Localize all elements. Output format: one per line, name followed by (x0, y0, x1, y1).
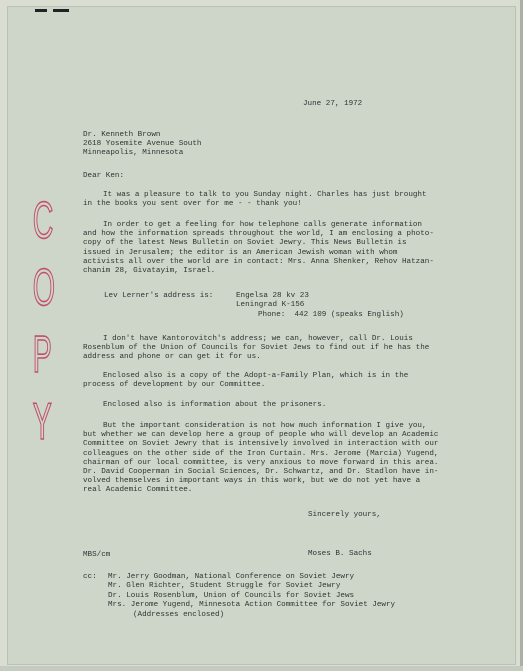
address-phone: Phone: 442 109 (speaks English) (258, 311, 404, 319)
cc-entry: Mrs. Jerome Yugend, Minnesota Action Committee for Soviet Jewry (108, 601, 396, 609)
closing: Sincerely yours, (308, 511, 381, 519)
copy-stamp-letter: Y (32, 393, 52, 451)
paragraph-6: But the important consideration is not how much information I give you, but whether we can develop here a group of people who will develop an Academic Committee on Soviet Jewry that is intensively involved in interaction with our colleagues on the other side of the Iron Curtain. Mrs. Jerome (Marcia) Yugend, chairman of our local committee, is very anxious to move forward in this area. Dr. David Cooperman in Social Sciences, Dr. Schwartz, and Dr. Stadlon have in- volved themselves in important ways in this work, but we do not yet have a real Academic Committee. (83, 422, 439, 495)
cc-note: (Addresses enclosed) (133, 611, 225, 619)
typist-initials: MBS/cm (83, 551, 111, 559)
cc-entry: Dr. Louis Rosenblum, Union of Councils for Soviet Jews (108, 592, 355, 600)
copy-stamp-letter: O (32, 259, 55, 317)
address-label: Lev Lerner's address is: (104, 292, 214, 300)
cc-label: cc: (83, 573, 97, 581)
address-line: Engelsa 28 kv 23 (236, 292, 309, 300)
hole-punch-mark (35, 9, 69, 17)
copy-stamp-letter: C (32, 192, 54, 250)
page-bottom-edge (0, 666, 523, 671)
cc-entry: Mr. Jerry Goodman, National Conference on Soviet Jewry (108, 573, 355, 581)
address-line: Leningrad K-156 (236, 301, 305, 309)
recipient-street: 2618 Yosemite Avenue South (83, 140, 202, 148)
paragraph-1: It was a pleasure to talk to you Sunday night. Charles has just brought in the books you sent over for me - - thank you! (83, 191, 427, 209)
paragraph-5: Enclosed also is information about the prisoners. (103, 401, 327, 409)
salutation: Dear Ken: (83, 172, 125, 180)
signer-name: Moses B. Sachs (308, 550, 372, 558)
paragraph-4: Enclosed also is a copy of the Adopt-a-Family Plan, which is in the process of development by our Committee. (83, 372, 409, 390)
cc-entry: Mr. Glen Richter, Student Struggle for Soviet Jewry (108, 582, 341, 590)
copy-stamp (26, 188, 56, 478)
recipient-name: Dr. Kenneth Brown (83, 131, 161, 139)
paragraph-2: In order to get a feeling for how telephone calls generate information and how the information spreads throughout the world, I am enclosing a photo- copy of the latest News Bulletin on Soviet Jewry. This News Bulletin is issued in Jerusalem; the editor is an American Jewish woman with whom activists all over the world are in contact: Mrs. Anna Shenker, Rehov Hatzan- chanim 28, Givatayim, Israel. (83, 221, 434, 276)
recipient-city: Minneapolis, Minnesota (83, 149, 184, 157)
letter-date: June 27, 1972 (303, 100, 363, 108)
paragraph-3: I don't have Kantorovitch's address; we can, however, call Dr. Louis Rosenblum of the Union of Councils for Soviet Jews to find out if he has the address and phone or can get it for us. (83, 335, 430, 362)
copy-stamp-letter: P (32, 326, 52, 384)
